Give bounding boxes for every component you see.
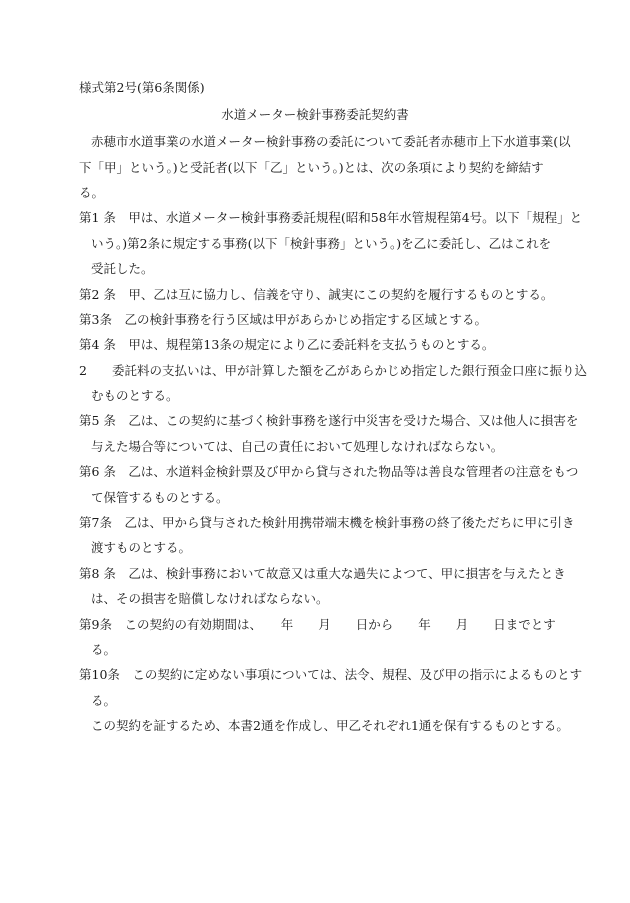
preamble-line-3: る。 bbox=[79, 185, 105, 200]
document-title: 水道メーター検針事務委託契約書 bbox=[221, 107, 409, 122]
article-8-line-1: 第8 条 乙は、検針事務において故意又は重大な過失によつて、甲に損害を与えたとき bbox=[79, 566, 566, 581]
article-6-line-2: て保管するものとする。 bbox=[91, 490, 229, 505]
article-4-para-2-line-2: むものとする。 bbox=[91, 388, 179, 403]
article-1-line-2: いう。)第2条に規定する事務(以下「検針事務」という。)を乙に委託し、乙はこれを bbox=[91, 236, 552, 251]
article-9-line-2: る。 bbox=[91, 642, 117, 657]
preamble-line-1: 赤穂市水道事業の水道メーター検針事務の委託について委託者赤穂市上下水道事業(以 bbox=[91, 134, 571, 149]
article-2: 第2 条 甲、乙は互に協力し、信義を守り、誠実にこの契約を履行するものとする。 bbox=[79, 287, 554, 302]
article-5-line-2: 与えた場合等については、自己の責任において処理しなければならない。 bbox=[91, 439, 504, 454]
form-label: 様式第2号(第6条関係) bbox=[79, 80, 205, 95]
article-7-line-2: 渡すものとする。 bbox=[91, 540, 192, 555]
preamble-line-2: 下「甲」という。)と受託者(以下「乙」という。)とは、次の条項により契約を締結す bbox=[79, 160, 544, 175]
article-10-line-1: 第10条 この契約に定めない事項については、法令、規程、及び甲の指示によるものとす bbox=[79, 667, 583, 682]
article-8-line-2: は、その損害を賠償しなければならない。 bbox=[91, 591, 329, 606]
article-10-line-2: る。 bbox=[91, 693, 117, 708]
article-3: 第3条 乙の検針事務を行う区域は甲があらかじめ指定する区域とする。 bbox=[79, 312, 487, 327]
article-9-line-1: 第9条 この契約の有効期間は、 年 月 日から 年 月 日までとす bbox=[79, 617, 556, 632]
article-4-para-2-line-1: 2 委託料の支払いは、甲が計算した額を乙があらかじめ指定した銀行預金口座に振り込 bbox=[79, 363, 587, 378]
closing-statement: この契約を証するため、本書2通を作成し、甲乙それぞれ1通を保有するものとする。 bbox=[91, 718, 569, 733]
article-6-line-1: 第6 条 乙は、水道料金検針票及び甲から貸与された物品等は善良な管理者の注意をもつ bbox=[79, 464, 579, 479]
article-7-line-1: 第7条 乙は、甲から貸与された検針用携帯端末機を検針事務の終了後ただちに甲に引き bbox=[79, 515, 575, 530]
article-1-line-1: 第1 条 甲は、水道メーター検針事務委託規程(昭和58年水管規程第4号。以下「規程」と bbox=[79, 210, 583, 225]
article-4: 第4 条 甲は、規程第13条の規定により乙に委託料を支払うものとする。 bbox=[79, 337, 495, 352]
article-1-line-3: 受託した。 bbox=[91, 261, 154, 276]
article-5-line-1: 第5 条 乙は、この契約に基づく検針事務を遂行中災害を受けた場合、又は他人に損害を bbox=[79, 413, 579, 428]
